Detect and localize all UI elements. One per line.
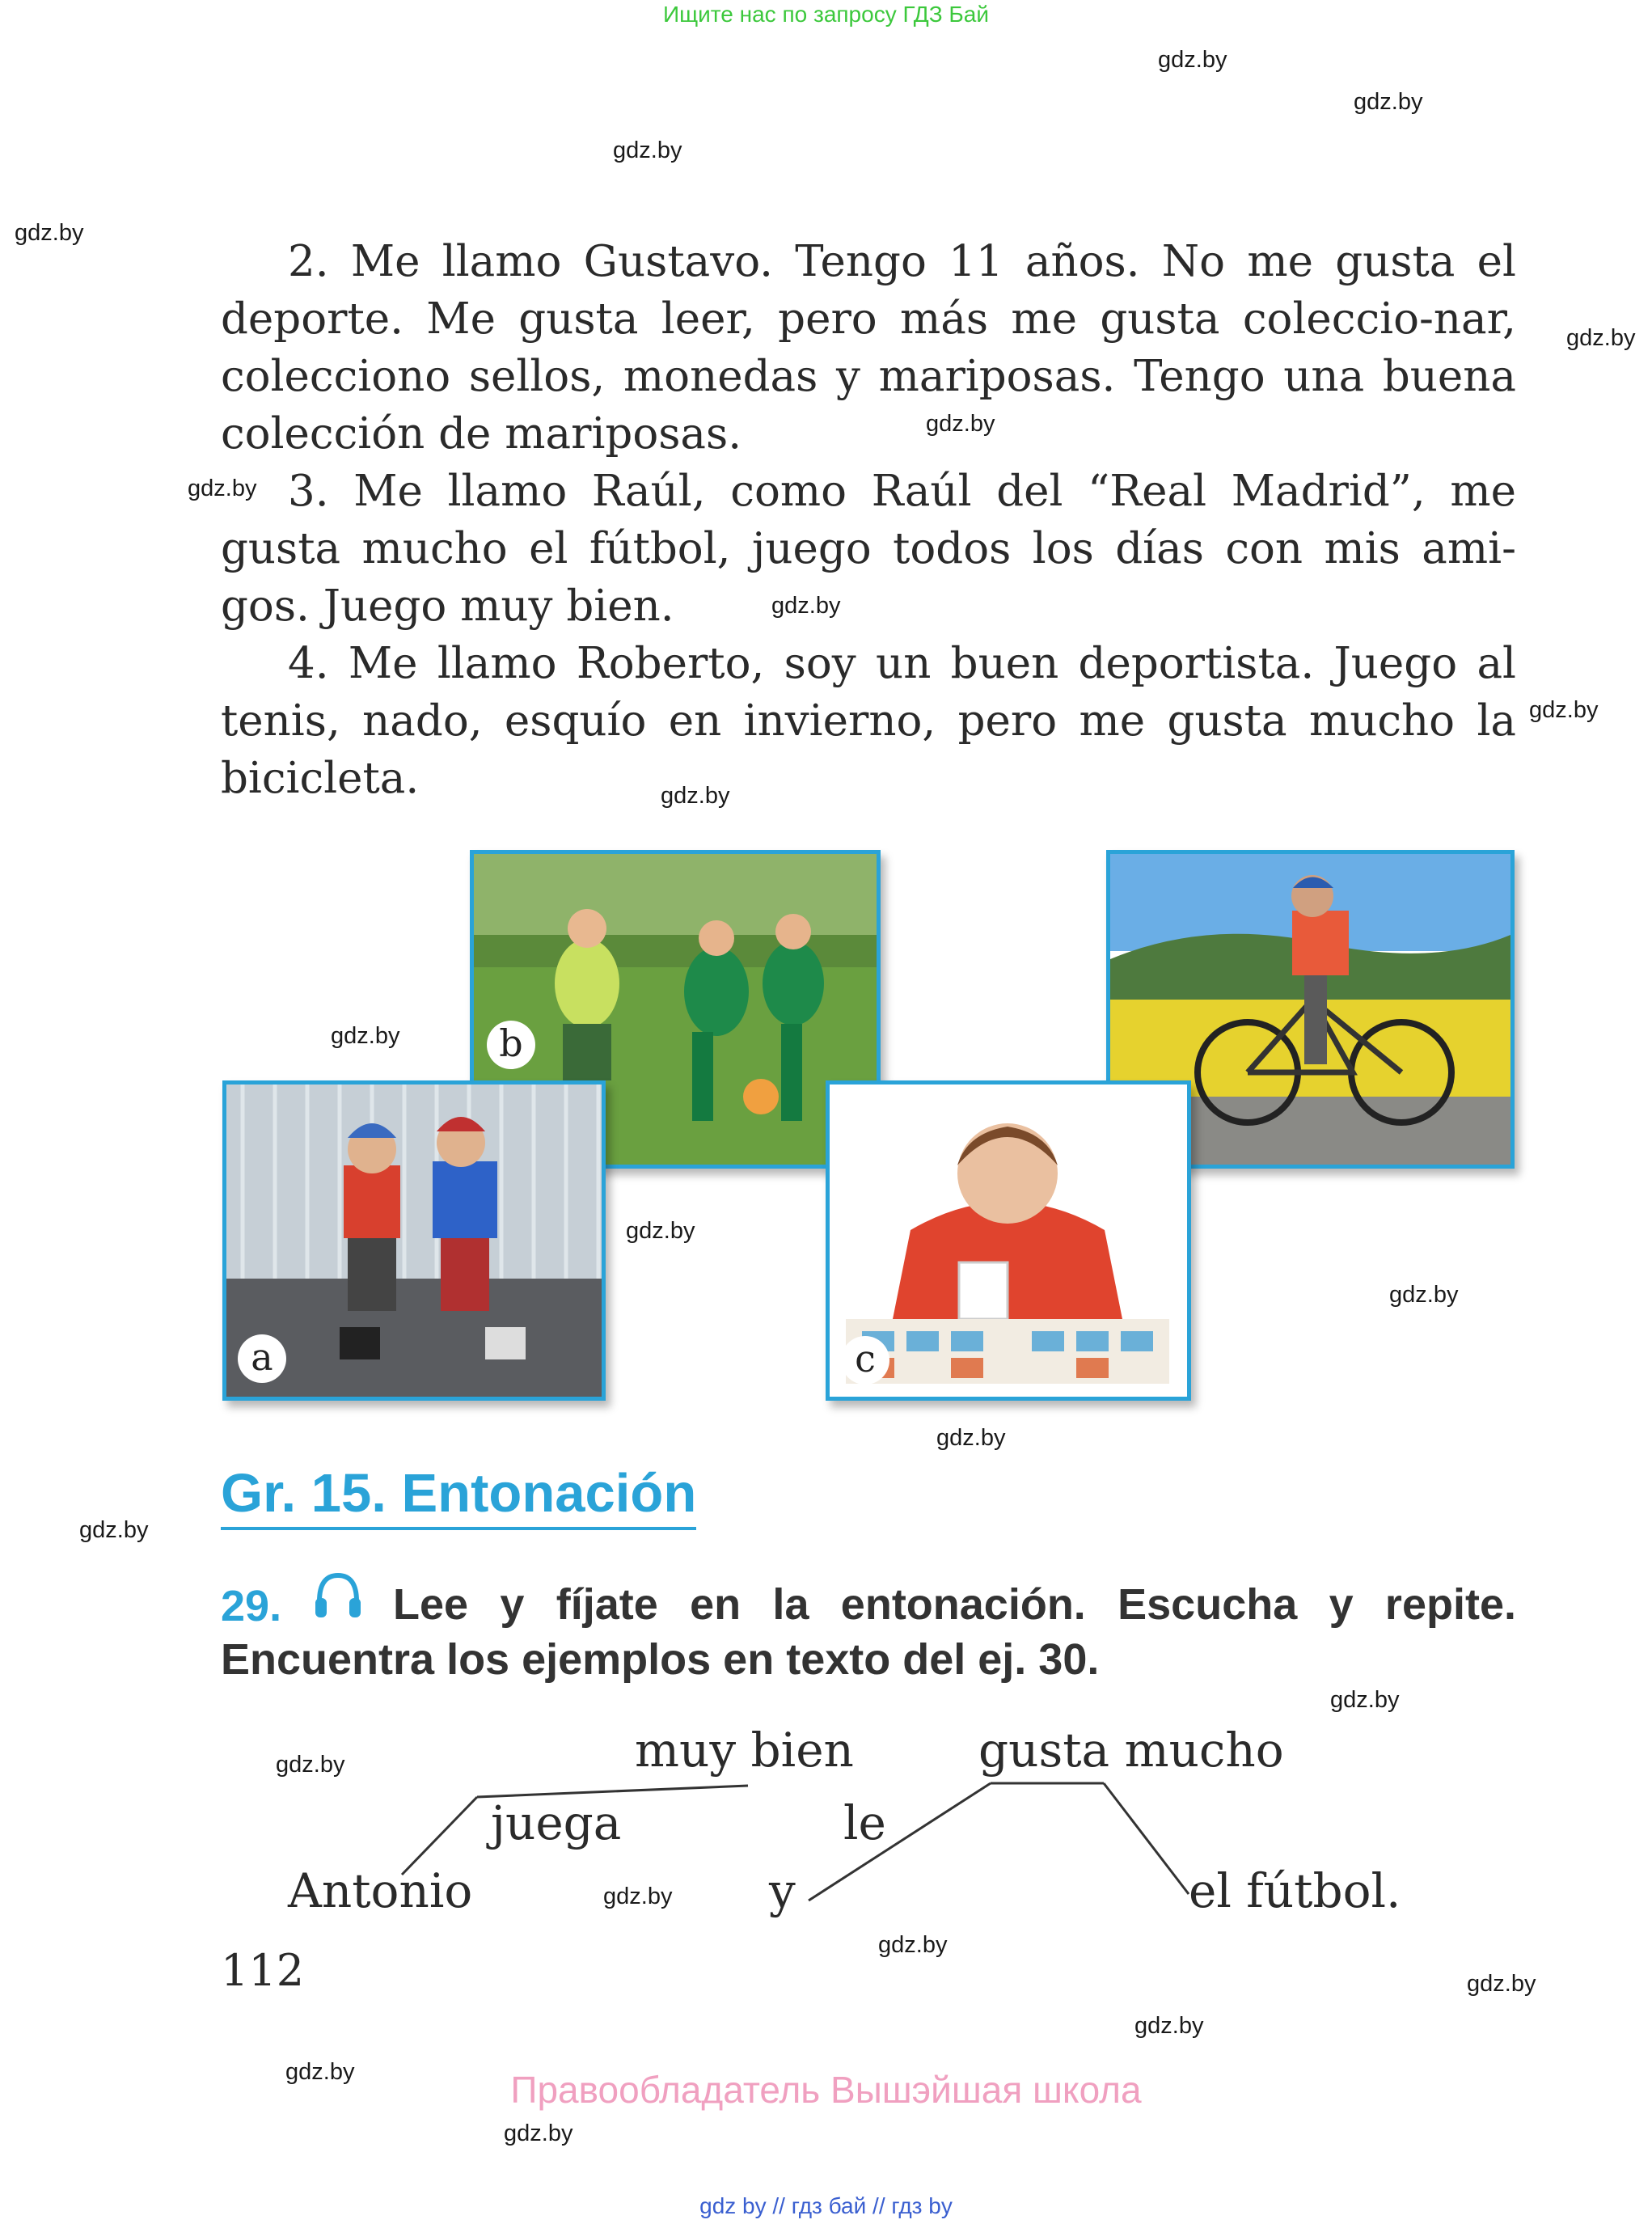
headphones-icon [311,1569,365,1622]
watermark: gdz.by [1529,697,1599,723]
watermark: gdz.by [331,1023,400,1049]
photo-label-c: c [841,1336,889,1385]
watermark: gdz.by [926,411,995,437]
page-number: 112 [221,1945,305,1996]
watermark: gdz.by [504,2120,573,2146]
watermark: gdz.by [1389,1282,1459,1308]
intonation-word: y [769,1863,796,1918]
watermark: gdz.by [1467,1971,1536,1997]
watermark: gdz.by [613,137,682,163]
intonation-word: Antonio [288,1863,473,1918]
watermark: gdz.by [188,476,257,501]
section-heading: Gr. 15. Entonación [221,1462,696,1530]
rights-holder: Правообладатель Вышэйшая школа [510,2069,1142,2111]
intonation-word: gusta mucho [978,1723,1284,1778]
watermark: gdz.by [1134,2013,1204,2039]
watermark: gdz.by [285,2059,355,2085]
search-note: Ищите нас по запросу ГДЗ Бай [662,2,990,27]
watermark: gdz.by [878,1932,948,1958]
watermark: gdz.by [626,1218,695,1244]
exercise-number: 29. [221,1582,282,1630]
photo-label-a: a [238,1334,286,1383]
exercise-instruction: Lee y fíjate en la entonación. Escucha y repite. Encuentra los ejemplos en texto del ej. 30. [221,1580,1516,1684]
footer-links[interactable]: gdz by // гдз бай // гдз by [699,2193,953,2218]
watermark: gdz.by [276,1752,345,1778]
photo-label-b: b [487,1021,535,1069]
watermark: gdz.by [936,1425,1006,1451]
paragraph-roberto: 4. Me llamo Roberto, soy un buen deportista. Juego al tenis, nado, esquío en invierno, pero me gusta mucho la bicicleta. [221,639,1516,803]
watermark: gdz.by [1354,89,1423,115]
watermark: gdz.by [603,1884,673,1909]
watermark: gdz.by [1566,325,1636,351]
watermark: gdz.by [771,593,841,619]
intonation-word: juega [491,1795,622,1850]
watermark: gdz.by [1158,47,1227,73]
intonation-word: muy bien [635,1723,854,1778]
intonation-word: el fútbol. [1189,1863,1401,1918]
paragraph-gustavo: 2. Me llamo Gustavo. Tengo 11 años. No me gusta el deporte. Me gusta leer, pero más me gusta coleccio-nar, colecciono sellos, monedas y mariposas. Tengo una buena colección de mariposas. [221,237,1516,459]
intonation-word: le [843,1795,886,1850]
watermark: gdz.by [79,1517,149,1543]
watermark: gdz.by [661,783,730,809]
paragraph-raul: 3. Me llamo Raúl, como Raúl del “Real Madrid”, me gusta mucho el fútbol, juego todos los días con mis ami-gos. Juego muy bien. [221,467,1516,631]
reading-text [221,233,1516,807]
watermark: gdz.by [1330,1687,1400,1713]
watermark: gdz.by [15,220,84,246]
